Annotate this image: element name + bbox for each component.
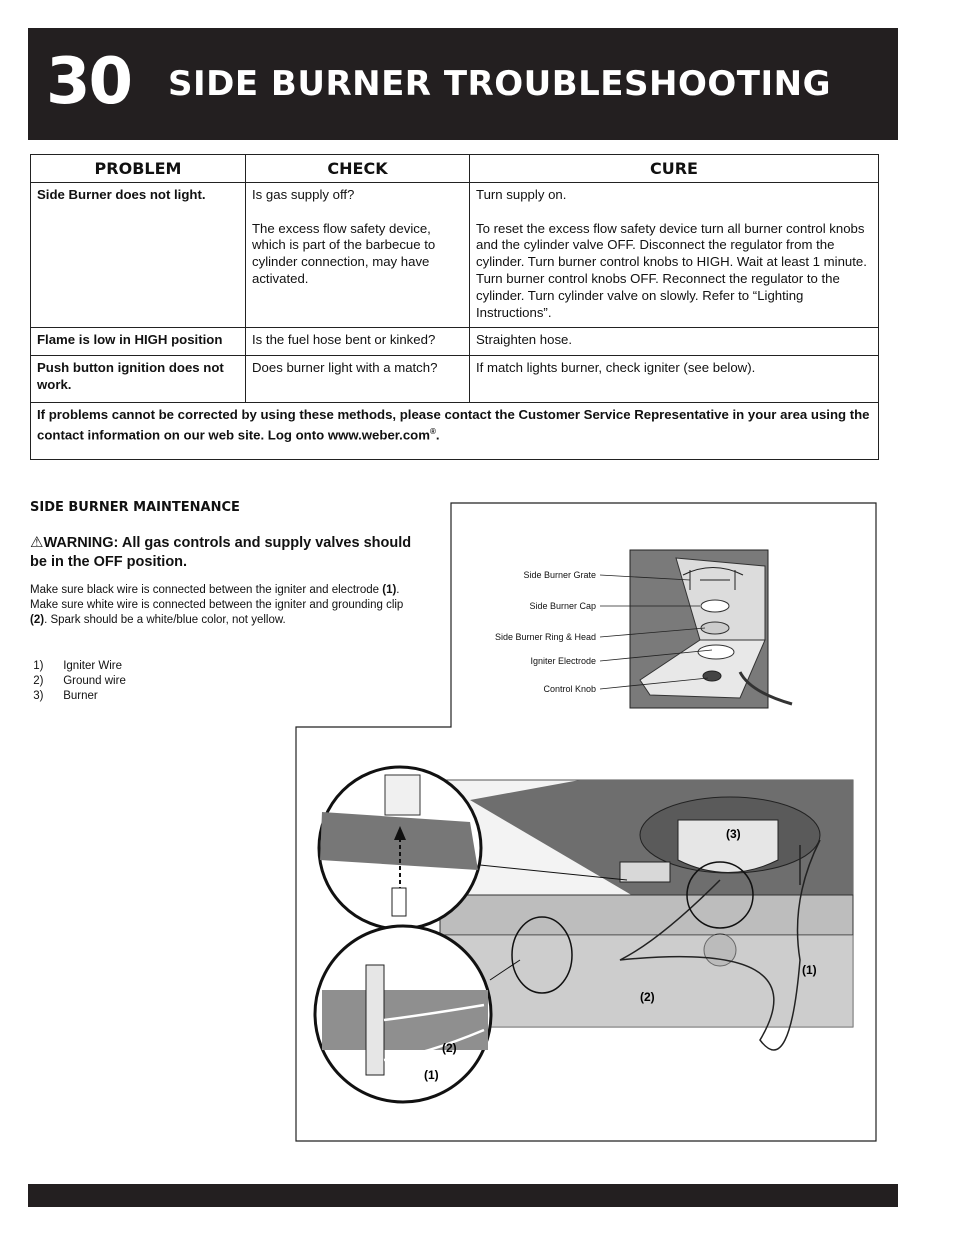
instruction-ref: (1)	[382, 584, 397, 596]
label-wire-2: (2)	[640, 990, 655, 1004]
check-text: Is gas supply off?	[252, 187, 355, 202]
inset-electrode	[385, 775, 420, 815]
callout-electrode: Igniter Electrode	[530, 656, 596, 666]
label-inset-wire-1: (1)	[424, 1068, 439, 1082]
label-burner: (3)	[726, 827, 741, 841]
cure-text: To reset the excess flow safety device turn all burner control knobs and the cylinder valve OFF. Disconnect the regulator from the cylinder. Turn burner control knobs to HIGH. Wait at least 1 minute. Turn burner control knobs OFF. Reconnect the regulator to the cylinder. Turn cylinder valve on slowly. Refer to “Lighting Instructions”.	[476, 220, 867, 320]
page-title: SIDE BURNER TROUBLESHOOTING	[168, 64, 831, 104]
inset-igniter	[366, 965, 384, 1075]
inset-panel	[322, 990, 488, 1050]
label-inset-wire-2: (2)	[442, 1041, 457, 1055]
inset-connector	[392, 888, 406, 916]
burner-ring-icon	[701, 622, 729, 634]
section-title: SIDE BURNER MAINTENANCE	[30, 500, 240, 515]
column-header-check: CHECK	[246, 155, 470, 183]
instruction-text: . Spark should be a white/blue color, not yellow.	[44, 614, 286, 626]
list-label: Burner	[63, 690, 98, 702]
problem-cell: Push button ignition does not work.	[31, 356, 246, 403]
problem-cell: Flame is low in HIGH position	[31, 328, 246, 356]
callout-knob: Control Knob	[543, 684, 596, 694]
column-header-cure: CURE	[470, 155, 879, 183]
callout-cap: Side Burner Cap	[529, 601, 596, 611]
cure-text: Turn supply on.	[476, 187, 567, 202]
registered-mark: ®	[429, 426, 436, 436]
gas-valve	[620, 862, 670, 882]
callout-grate: Side Burner Grate	[523, 570, 596, 580]
burner-head-icon	[698, 645, 734, 659]
warning-triangle-icon: ⚠	[30, 533, 44, 551]
list-label: Ground wire	[63, 675, 126, 687]
column-header-problem: PROBLEM	[31, 155, 246, 183]
check-cell: Does burner light with a match?	[246, 356, 470, 403]
list-label: Igniter Wire	[63, 660, 122, 672]
list-number: 2)	[33, 675, 44, 687]
instruction-text: Make sure black wire is connected between the igniter and electrode	[30, 584, 383, 596]
burner-cap-icon	[701, 600, 729, 612]
note-end: .	[435, 427, 440, 443]
list-number: 1)	[33, 660, 44, 672]
contact-note-text: If problems cannot be corrected by using these methods, please contact the Customer Service Representative in your area using the contact information on our web site. Log onto www.weber.com	[37, 407, 870, 443]
cure-cell: If match lights burner, check igniter (see below).	[470, 356, 879, 403]
label-wire-1: (1)	[802, 963, 817, 977]
list-number: 3)	[33, 690, 44, 702]
check-cell: Is the fuel hose bent or kinked?	[246, 328, 470, 356]
callout-ring-head: Side Burner Ring & Head	[494, 632, 596, 642]
control-knob-icon	[703, 671, 721, 681]
control-panel	[440, 935, 853, 1027]
instruction-ref: (2)	[30, 614, 45, 626]
check-text: The excess flow safety device, which is part of the barbecue to cylinder connection, may have activated.	[252, 220, 436, 286]
manifold-rail	[440, 895, 853, 935]
instruction-text: . Make sure white wire is connected between the igniter and grounding clip	[30, 584, 404, 611]
cure-cell: Straighten hose.	[470, 328, 879, 356]
page-footer-bar	[28, 1184, 898, 1207]
page-number: 30	[46, 45, 132, 119]
problem-cell: Side Burner does not light.	[31, 183, 246, 328]
warning-label: WARNING: All gas controls and supply valves should be in the OFF position.	[30, 535, 412, 570]
